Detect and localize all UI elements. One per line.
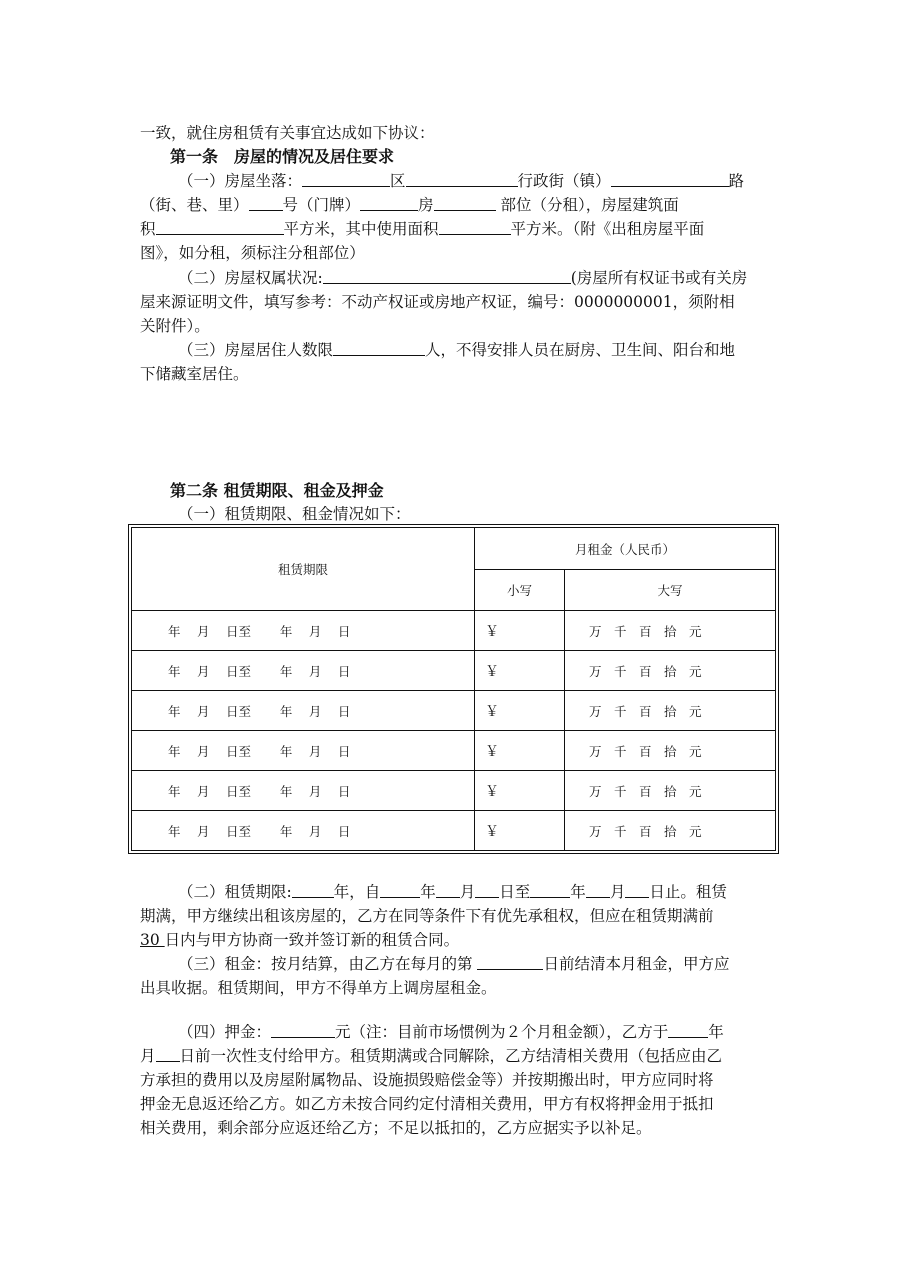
article2-p4-line5 bbox=[140, 1116, 780, 1140]
article2-p2-line3 bbox=[140, 928, 780, 952]
article1-p1-line1 bbox=[178, 169, 780, 193]
location-label: （一）房屋坐落： bbox=[178, 172, 303, 190]
deposit-note: 元（注：目前市场惯例为２个月租金额），乙方于 bbox=[335, 1023, 669, 1041]
end-label: 日止。租赁 bbox=[649, 883, 727, 901]
term-label: （二）租赁期限: bbox=[178, 883, 292, 901]
floorplan-note: 平方米。（附《出租房屋平面 bbox=[510, 220, 705, 238]
room-label: 房 bbox=[418, 196, 434, 214]
table-row bbox=[132, 611, 776, 651]
article1-p2-line3 bbox=[140, 314, 780, 338]
deposit-label: （四）押金： bbox=[178, 1023, 272, 1041]
end-year-label: 年 bbox=[570, 883, 586, 901]
start-month-blank[interactable] bbox=[436, 881, 460, 898]
lane-label: （街、巷、里） bbox=[140, 196, 249, 214]
floorplan-note-end: 图》，如分租，须标注分租部位） bbox=[140, 244, 365, 262]
end-month-label: 月 bbox=[609, 883, 626, 901]
big-amount-cell[interactable]: 万 千 百 拾 元 bbox=[565, 811, 776, 851]
start-year-blank[interactable] bbox=[380, 881, 420, 898]
big-amount-cell[interactable]: 万 千 百 拾 元 bbox=[565, 651, 776, 691]
small-amount-cell[interactable]: ￥ bbox=[475, 651, 565, 691]
small-amount-cell[interactable]: ￥ bbox=[475, 811, 565, 851]
occupancy-label: （三）房屋居住人数限 bbox=[178, 341, 334, 359]
rent-table-caption: （一）租赁期限、租金情况如下： bbox=[178, 505, 411, 523]
header-small: 小写 bbox=[475, 570, 565, 611]
road-blank[interactable] bbox=[611, 170, 729, 187]
town-label: 行政街（镇） bbox=[517, 172, 611, 190]
small-amount-cell[interactable]: ￥ bbox=[475, 731, 565, 771]
end-month-blank[interactable] bbox=[586, 881, 610, 898]
payment-day-blank[interactable] bbox=[477, 953, 543, 970]
article2-p4-line2 bbox=[140, 1044, 780, 1068]
header-big: 大写 bbox=[565, 570, 776, 611]
table-row bbox=[132, 651, 776, 691]
rent-table bbox=[131, 527, 776, 851]
renewal-text: 期满，甲方继续出租该房屋的，乙方在同等条件下有优先承租权，但应在租赁期满前 bbox=[140, 907, 714, 925]
deposit-month-label: 月 bbox=[140, 1047, 156, 1065]
intro-line bbox=[140, 121, 780, 145]
house-number-label: 号（门牌） bbox=[282, 196, 361, 214]
deposit-text-2: 方承担的费用以及房屋附属物品、设施损毁赔偿金等）并按期搬出时，甲方应同时将 bbox=[140, 1071, 714, 1089]
article2-p3-line2 bbox=[140, 976, 780, 1000]
term-years-blank[interactable] bbox=[292, 881, 334, 898]
article2-title: 第二条 租赁期限、租金及押金 bbox=[170, 481, 384, 500]
article2-p4-line3 bbox=[140, 1068, 780, 1092]
article1-p2-line2 bbox=[140, 290, 780, 314]
article2-p4-line4 bbox=[140, 1092, 780, 1116]
small-amount-cell[interactable]: ￥ bbox=[475, 771, 565, 811]
small-amount-cell[interactable]: ￥ bbox=[475, 611, 565, 651]
deposit-year-label: 年 bbox=[708, 1023, 724, 1041]
deposit-text-4: 相关费用，剩余部分应返还给乙方；不足以抵扣的，乙方应据实予以补足。 bbox=[140, 1119, 652, 1137]
renewal-days: 30 bbox=[140, 931, 165, 949]
number-blank[interactable] bbox=[249, 194, 283, 211]
article2-p4-line1 bbox=[178, 1020, 780, 1044]
rent-table-frame bbox=[128, 524, 779, 854]
rent-payment-label: （三）租金：按月结算，由乙方在每月的第 bbox=[178, 955, 478, 973]
deposit-text-1: 日前一次性支付给甲方。租赁期满或合同解除，乙方结清相关费用（包括应由乙 bbox=[179, 1047, 723, 1065]
article2-p3-line1 bbox=[178, 952, 780, 976]
big-amount-cell[interactable]: 万 千 百 拾 元 bbox=[565, 611, 776, 651]
district-blank[interactable] bbox=[302, 170, 390, 187]
part-label: 部位（分租），房屋建筑面 bbox=[495, 196, 679, 214]
occupancy-blank[interactable] bbox=[333, 339, 425, 356]
big-amount-cell[interactable]: 万 千 百 拾 元 bbox=[565, 691, 776, 731]
table-row bbox=[132, 771, 776, 811]
big-amount-cell[interactable]: 万 千 百 拾 元 bbox=[565, 731, 776, 771]
article1-p2-line1 bbox=[178, 266, 780, 290]
ownership-attachment: 关附件）。 bbox=[140, 317, 210, 335]
period-cell[interactable]: 年 月 日至 年 月 日 bbox=[132, 731, 475, 771]
article1-p3-line2 bbox=[140, 362, 780, 386]
period-cell[interactable]: 年 月 日至 年 月 日 bbox=[132, 651, 475, 691]
article1-p1-line2 bbox=[140, 193, 780, 217]
occupancy-rule: 人，不得安排人员在厨房、卫生间、阳台和地 bbox=[425, 341, 736, 359]
article1-title: 第一条 房屋的情况及居住要求 bbox=[170, 147, 395, 166]
article2-p2-line2 bbox=[140, 904, 780, 928]
article1-p1-line3 bbox=[140, 217, 780, 241]
street-blank[interactable] bbox=[406, 170, 518, 187]
room-blank[interactable] bbox=[360, 194, 418, 211]
renewal-text-end: 日内与甲方协商一致并签订新的租赁合同。 bbox=[164, 931, 460, 949]
table-row bbox=[132, 811, 776, 851]
start-month-label: 月 bbox=[459, 883, 476, 901]
occupancy-rule-end: 下储藏室居住。 bbox=[140, 365, 249, 383]
period-cell[interactable]: 年 月 日至 年 月 日 bbox=[132, 611, 475, 651]
term-from-label: 年，自 bbox=[333, 883, 381, 901]
deposit-text-3: 押金无息返还给乙方。如乙方未按合同约定付清相关费用，甲方有权将押金用于抵扣 bbox=[140, 1095, 714, 1113]
deposit-day-blank[interactable] bbox=[156, 1045, 180, 1062]
end-day-blank[interactable] bbox=[625, 881, 649, 898]
article1-p3-line1 bbox=[178, 338, 780, 362]
article1-p1-line4 bbox=[140, 241, 780, 265]
deposit-year-blank[interactable] bbox=[668, 1021, 708, 1038]
rent-receipt-text: 出具收据。租赁期间，甲方不得单方上调房屋租金。 bbox=[140, 979, 497, 997]
small-amount-cell[interactable]: ￥ bbox=[475, 691, 565, 731]
ownership-reference: 屋来源证明文件，填写参考：不动产权证或房地产权证，编号：0000000001，须附相 bbox=[140, 293, 735, 311]
header-rent: 月租金（人民币） bbox=[475, 528, 776, 570]
start-day-blank[interactable] bbox=[475, 881, 499, 898]
big-amount-cell[interactable]: 万 千 百 拾 元 bbox=[565, 771, 776, 811]
ownership-label: （二）房屋权属状况: bbox=[178, 269, 323, 287]
usable-area-label: 平方米，其中使用面积 bbox=[283, 220, 439, 238]
usable-area-blank[interactable] bbox=[439, 218, 511, 235]
to-label: 日至 bbox=[499, 883, 531, 901]
table-row bbox=[132, 691, 776, 731]
ownership-blank[interactable] bbox=[323, 267, 571, 284]
end-year-blank[interactable] bbox=[530, 881, 570, 898]
start-year-label: 年 bbox=[420, 883, 436, 901]
article2-sub1 bbox=[178, 502, 780, 526]
area-label: 积 bbox=[140, 220, 156, 238]
district-label: 区 bbox=[390, 172, 406, 190]
road-label: 路 bbox=[728, 172, 745, 190]
period-cell[interactable]: 年 月 日至 年 月 日 bbox=[132, 771, 475, 811]
deposit-amount-blank[interactable] bbox=[271, 1021, 335, 1038]
period-cell[interactable]: 年 月 日至 年 月 日 bbox=[132, 811, 475, 851]
intro-text: 一致，就住房租赁有关事宜达成如下协议： bbox=[140, 124, 435, 142]
article2-p2-line1 bbox=[178, 880, 780, 904]
building-area-blank[interactable] bbox=[156, 218, 284, 235]
header-period: 租赁期限 bbox=[132, 528, 475, 611]
part-blank[interactable] bbox=[434, 194, 496, 211]
table-row bbox=[132, 731, 776, 771]
ownership-note: (房屋所有权证书或有关房 bbox=[570, 269, 748, 287]
rent-payment-text: 日前结清本月租金，甲方应 bbox=[543, 955, 730, 973]
period-cell[interactable]: 年 月 日至 年 月 日 bbox=[132, 691, 475, 731]
